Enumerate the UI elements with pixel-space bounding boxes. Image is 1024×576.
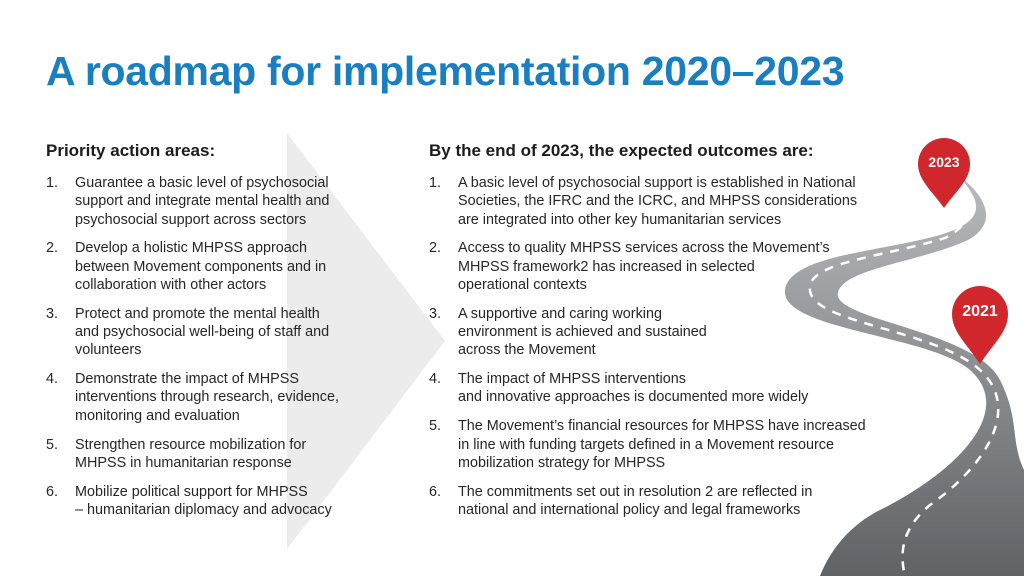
outcome-item	[429, 483, 899, 520]
priority-actions-heading: Priority action areas:	[46, 141, 216, 160]
item-text-line: The impact of MHPSS interventions	[458, 371, 686, 388]
item-text-line: across the Movement	[458, 342, 596, 359]
item-text-line: Develop a holistic MHPSS approach	[75, 240, 307, 257]
item-text-line: interventions through research, evidence,	[75, 389, 339, 406]
priority-actions-list	[46, 174, 391, 519]
item-text-line: A supportive and caring working	[458, 305, 662, 322]
item-text-line: MHPSS in humanitarian response	[75, 454, 292, 471]
item-text-line: are integrated into other key humanitarian services	[458, 211, 782, 228]
priority-action-item	[46, 305, 391, 360]
priority-actions-column	[46, 141, 391, 530]
item-text-line: volunteers	[75, 342, 142, 359]
item-text-line: The commitments set out in resolution 2 are reflected in	[458, 483, 813, 500]
item-text-line: Strengthen resource mobilization for	[75, 436, 307, 453]
item-number: 6.	[429, 483, 442, 500]
priority-action-item	[46, 239, 391, 294]
priority-action-item	[46, 436, 391, 473]
outcome-item	[429, 239, 899, 294]
priority-action-item	[46, 370, 391, 425]
item-number: 6.	[46, 483, 59, 500]
milestone-pin-2023	[918, 138, 970, 208]
item-number: 1.	[46, 175, 59, 191]
outcome-item	[429, 417, 899, 472]
item-text-line: Protect and promote the mental health	[75, 305, 320, 322]
item-number: 4.	[429, 371, 442, 388]
expected-outcomes-column	[429, 141, 899, 530]
item-text-line: A basic level of psychosocial support is established in National	[458, 175, 856, 191]
outcome-item	[429, 305, 899, 360]
priority-action-item	[46, 174, 391, 229]
outcome-item	[429, 174, 899, 229]
item-text-line: Societies, the IFRC and the ICRC, and MHPSS considerations	[458, 193, 858, 210]
milestone-label-2021: 2021	[962, 303, 998, 320]
expected-outcomes-list	[429, 174, 899, 519]
item-number: 3.	[46, 305, 59, 322]
item-number: 4.	[46, 371, 59, 388]
item-text-line: Guarantee a basic level of psychosocial	[75, 175, 329, 191]
item-text-line: Access to quality MHPSS services across the Movement’s	[458, 240, 830, 257]
page-title: A roadmap for implementation 2020–2023	[46, 48, 845, 94]
item-number: 5.	[46, 436, 59, 453]
item-text-line: and psychosocial well-being of staff and	[75, 324, 330, 341]
item-number: 1.	[429, 175, 442, 191]
expected-outcomes-heading: By the end of 2023, the expected outcomes are:	[429, 141, 814, 160]
item-text-line: in line with funding targets defined in a Movement resource	[458, 436, 834, 453]
item-number: 5.	[429, 418, 442, 435]
item-text-line: between Movement components and in	[75, 258, 327, 275]
item-text-line: mobilization strategy for MHPSS	[458, 454, 666, 471]
item-number: 2.	[46, 240, 59, 257]
item-text-line: – humanitarian diplomacy and advocacy	[75, 501, 332, 518]
item-text-line: MHPSS framework2 has increased in selected	[458, 258, 755, 275]
item-text-line: The Movement’s financial resources for MHPSS have increased	[458, 418, 866, 435]
outcome-item	[429, 370, 899, 407]
item-text-line: Mobilize political support for MHPSS	[75, 483, 308, 500]
milestone-label-2023: 2023	[928, 154, 960, 170]
item-number: 2.	[429, 240, 442, 257]
item-text-line: psychosocial support across sectors	[75, 211, 307, 228]
item-text-line: monitoring and evaluation	[75, 407, 240, 424]
item-text-line: support and integrate mental health and	[75, 193, 330, 210]
item-number: 3.	[429, 305, 442, 322]
priority-action-item	[46, 483, 391, 520]
item-text-line: and innovative approaches is documented more widely	[458, 389, 809, 406]
item-text-line: national and international policy and legal frameworks	[458, 501, 801, 518]
item-text-line: Demonstrate the impact of MHPSS	[75, 371, 299, 388]
item-text-line: operational contexts	[458, 276, 587, 293]
item-text-line: environment is achieved and sustained	[458, 324, 707, 341]
item-text-line: collaboration with other actors	[75, 276, 267, 293]
